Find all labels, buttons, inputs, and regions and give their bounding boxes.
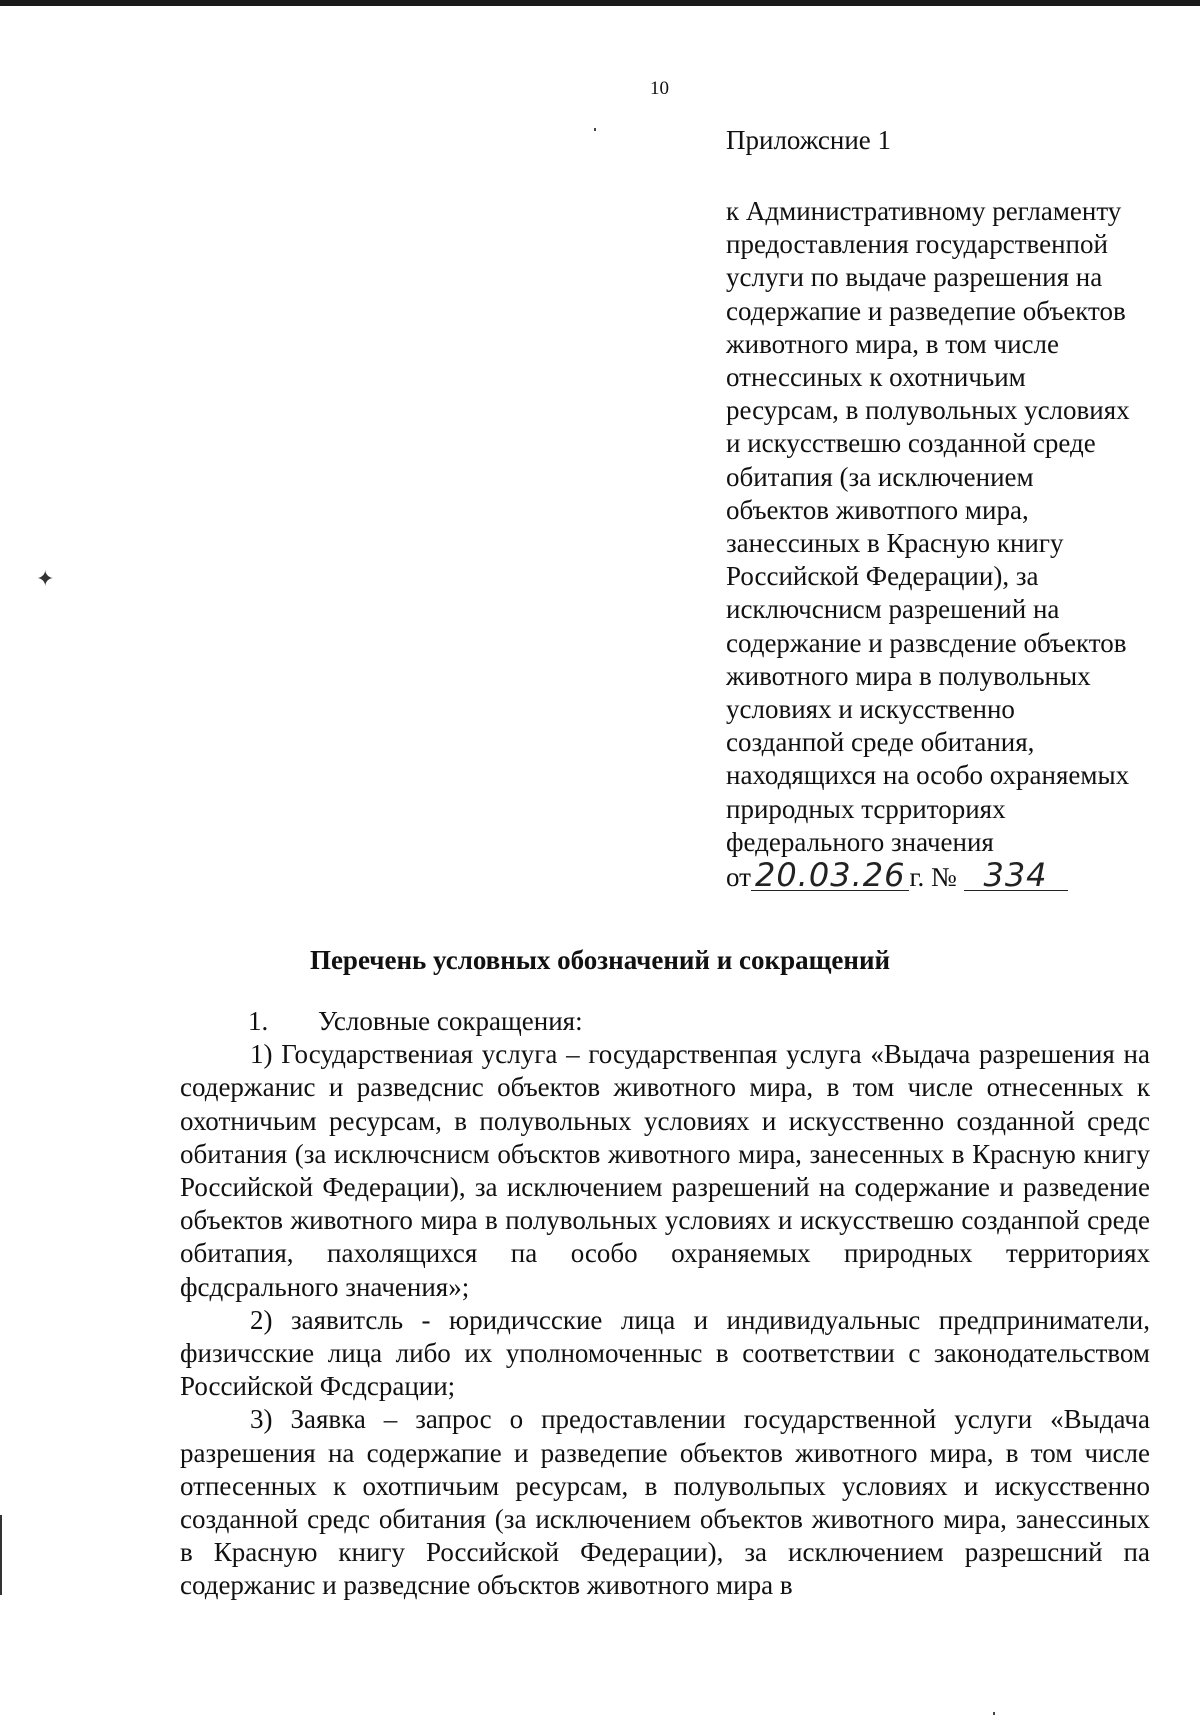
approval-date: 20.03.26 <box>751 860 910 891</box>
approval-line <box>726 856 1068 894</box>
document-heading: Перечень условных обозначений и сокращений <box>309 945 891 975</box>
appendix-line: содержапие и разведепие объектов <box>726 295 1126 326</box>
appendix-line: созданпой среде обитания, <box>726 727 1035 758</box>
appendix-line: занессиных в Красную книгу <box>726 528 1064 559</box>
section-title: Условные сокращения: <box>318 1006 583 1036</box>
appendix-line: Российской Федерации), за <box>726 561 1039 592</box>
appendix-line: содержание и развсдение объектов <box>726 627 1127 658</box>
section-heading <box>180 1005 1150 1038</box>
section-number: 1. <box>248 1006 269 1036</box>
approval-from-label: от <box>726 862 751 892</box>
page-number: 10 <box>650 78 669 99</box>
scan-speck <box>594 128 596 131</box>
appendix-line: животного мира в полувольных <box>726 660 1091 691</box>
paragraph: 3) Заявка – запрос о предоставлении государственной услуги «Выдача разрешения на содержапие и разведепие объектов животного мира, в том числе отпесенных к охотпичьим ресурсам, в полувольпых условиях и искусственно созданной средс обитания (за исключением объектов животного мира, занессиных в Красную книгу Российской Федерации), за исключением разрешсний па содержанис и разведсние объсктов животного мира в <box>180 1404 1150 1601</box>
appendix-line: исключснисм разрешений на <box>726 594 1060 625</box>
paragraph: 2) заявитсль - юридичсские лица и индивидуальныс предприниматели, физичсские лица либо их уполномоченныс в соответствии с законодательством Российской Фсдсрации; <box>180 1304 1150 1402</box>
appendix-line: природных тсрриториях <box>726 793 1006 824</box>
margin-mark-icon: ✦ <box>36 566 55 591</box>
appendix-title: Приложсние 1 <box>726 125 892 155</box>
top-border-line <box>0 0 1200 6</box>
appendix-line: федерального значения <box>726 826 994 857</box>
appendix-description <box>726 195 1166 859</box>
margin-line <box>0 1515 2 1595</box>
appendix-line: обитапия (за исключением <box>726 461 1034 492</box>
appendix-line: к Административному регламенту <box>726 196 1122 226</box>
appendix-line: объектов животпого мира, <box>726 494 1029 525</box>
appendix-line: и искусствешю созданной среде <box>726 428 1096 459</box>
appendix-line: условиях и искусственно <box>726 694 1015 725</box>
appendix-line: предоставления государственпой <box>726 229 1108 260</box>
document-body <box>180 1005 1150 1603</box>
appendix-line: услуги по выдаче разрешения на <box>726 262 1103 293</box>
approval-number: 334 <box>964 860 1068 891</box>
appendix-line: отнессиных к охотничьим <box>726 362 1026 393</box>
paragraph: 1) Государствениая услуга – государственпая услуга «Выдача разрешения на содержанис и разведснис объектов животного мира, в том числе отнесенных к охотничьим ресурсам, в полувольных условиях и искусственно созданной средс обитания (за исключснисм объсктов животного мира, занесенных в Красную книгу Российской Федерации), за исключением разрешений на содержание и разведение объектов животного мира в полувольных условиях и искусствешю созданпой среде обитапия, пахолящихся па особо охраняемых природных территориях фсдсрального значения»; <box>180 1039 1150 1302</box>
appendix-line: находящихся на особо охраняемых <box>726 760 1130 791</box>
appendix-line: ресурсам, в полувольных условиях <box>726 395 1130 426</box>
scan-speck <box>993 1712 995 1715</box>
appendix-line: животного мира, в том числе <box>726 328 1059 359</box>
approval-number-label: г. № <box>909 862 957 892</box>
